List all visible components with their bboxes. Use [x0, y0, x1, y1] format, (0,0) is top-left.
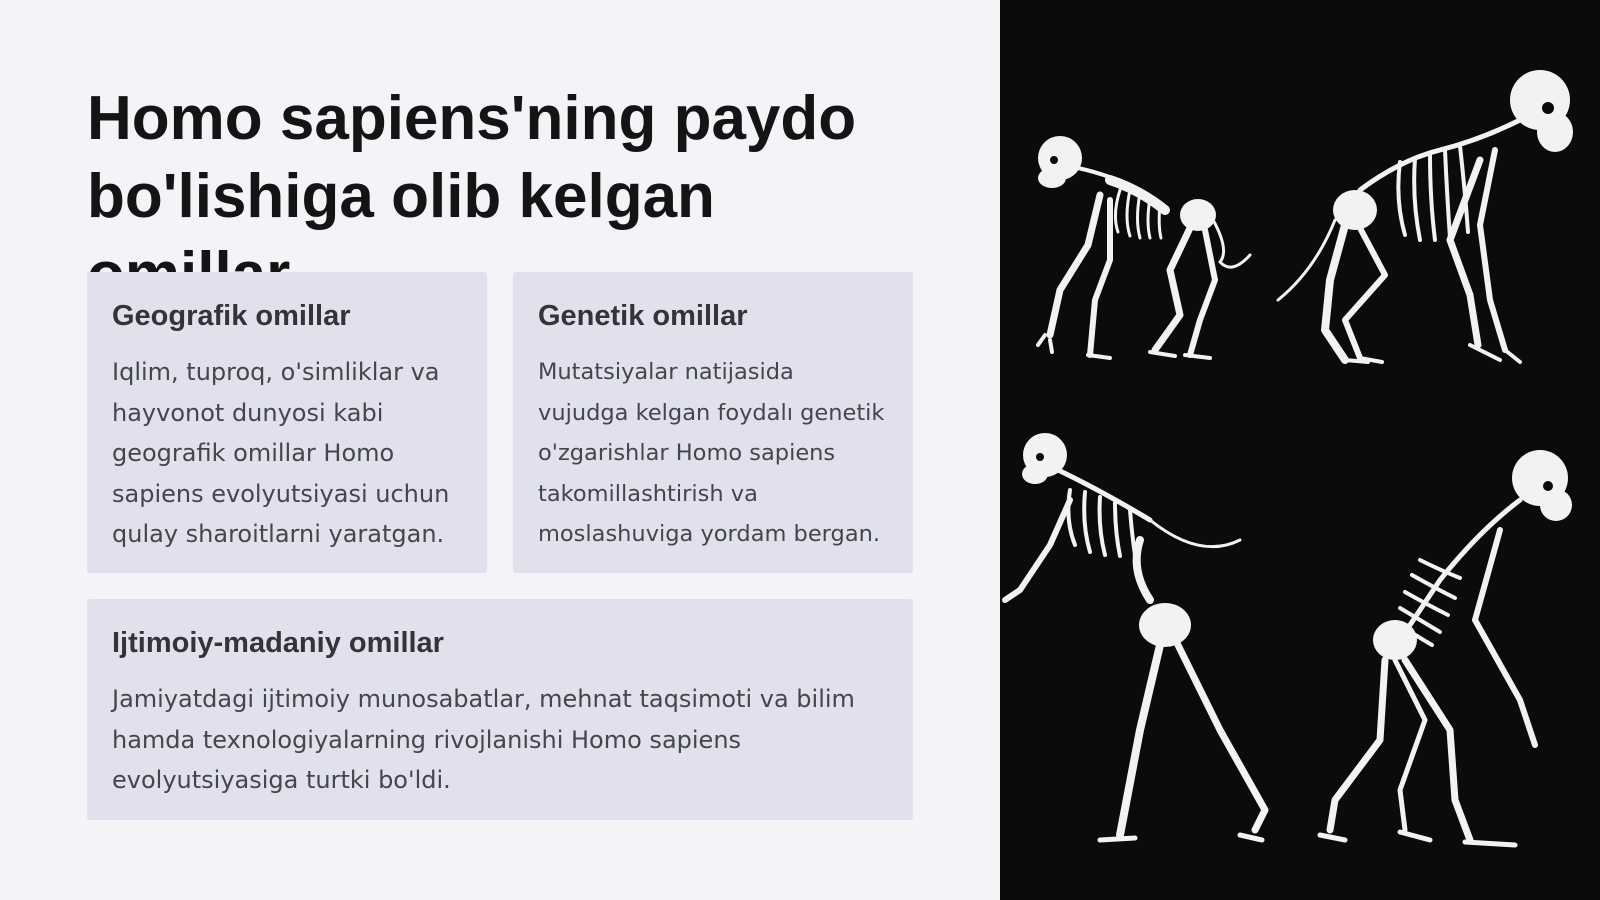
- card-text: Mutatsiyalar natijasida vujudga kelgan foydalı genetik o'zgarishlar Homo sapiens takomillashtirish va moslashuviga yordam bergan.: [538, 359, 885, 547]
- card-heading: Genetik omillar: [538, 300, 748, 332]
- skeleton-2: [1278, 70, 1573, 362]
- card-text: Iqlim, tuproq, o'simliklar va hayvonot dunyosi kabi geografik omillar Homo sapiens evolyutsiyasi uchun qulay sharoitlarni yaratgan.: [112, 358, 450, 548]
- skeletons-illustration: [1000, 0, 1600, 900]
- skeletons-image: [1000, 0, 1600, 900]
- card-text: Jamiyatdagi ijtimoiy munosabatlar, mehnat taqsimoti va bilim hamda texnologiyalarning rivojlanishi Homo sapiens evolyutsiyasiga turtki bo'ldi.: [112, 685, 855, 794]
- card-ijtimoiy-madaniy: [87, 599, 913, 820]
- skeleton-4: [1320, 450, 1572, 845]
- slide-title: Homo sapiens'ning paydo bo'lishiga olib kelgan: [87, 84, 857, 231]
- skeleton-3: [1005, 433, 1265, 840]
- skeleton-1: [1038, 136, 1250, 358]
- card-geografik: [87, 272, 487, 573]
- card-heading: Ijtimoiy-madaniy omillar: [112, 627, 444, 659]
- card-genetik: [513, 272, 913, 573]
- card-heading: Geografik omillar: [112, 300, 351, 332]
